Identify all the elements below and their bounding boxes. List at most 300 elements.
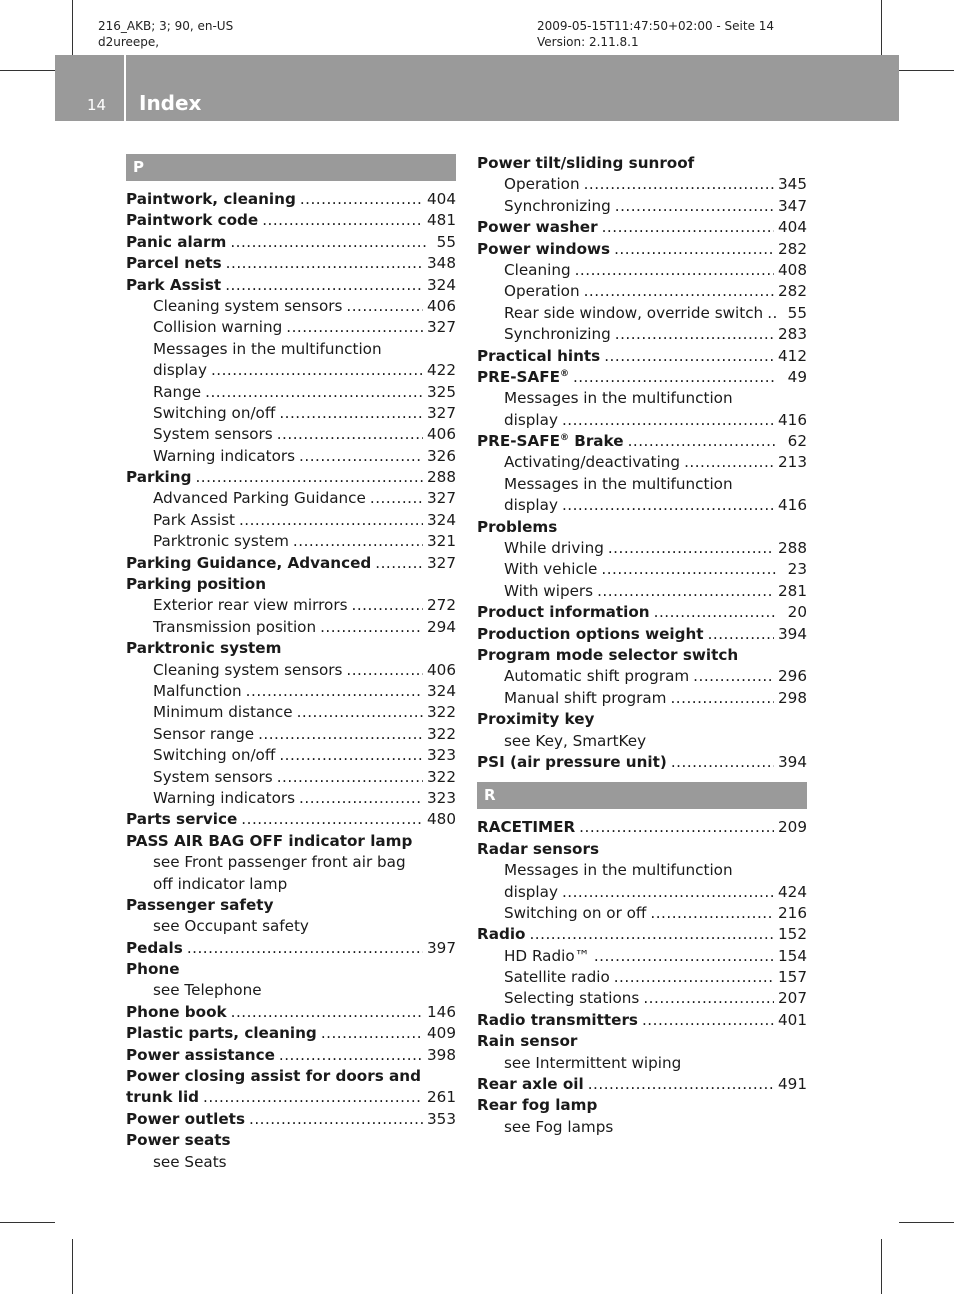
entry-label: Cleaning system sensors: [153, 660, 343, 679]
dot-leader: [604, 346, 774, 367]
index-column-right: [477, 153, 807, 1138]
entry-text: [477, 431, 624, 452]
dot-leader: [615, 324, 774, 345]
entry-label: Parcel nets: [126, 254, 222, 273]
entry-text: [153, 681, 242, 702]
dot-leader: [375, 553, 423, 574]
entry-text: [477, 367, 569, 388]
entry-label: HD Radio™: [504, 946, 590, 965]
entry-text: [126, 1045, 275, 1066]
index-subentry: [477, 988, 807, 1009]
dot-leader: [277, 767, 423, 788]
entry-label: PSI (air pressure unit): [477, 752, 667, 771]
entry-label: Cleaning: [504, 260, 571, 279]
entry-text: [126, 809, 237, 830]
print-meta-line: 216_AKB; 3; 90, en-US: [98, 19, 234, 33]
page-ref: 406: [427, 425, 456, 444]
entry-label: Radio transmitters: [477, 1010, 638, 1029]
entry-label: trunk lid: [126, 1088, 200, 1107]
index-subentry: [126, 788, 456, 809]
index-subentry: [126, 510, 456, 531]
entry-label: display: [504, 882, 558, 901]
dot-leader: [614, 967, 774, 988]
page-ref: 55: [436, 232, 456, 251]
header-divider: [124, 55, 126, 121]
index-subentry: [477, 303, 807, 324]
index-entry: [477, 1074, 807, 1095]
page-ref: 154: [778, 946, 807, 965]
page-ref: 406: [427, 660, 456, 679]
crop-mark: [881, 1239, 882, 1294]
crop-mark: [899, 1222, 954, 1223]
entry-text: [504, 967, 610, 988]
index-subentry: [126, 446, 456, 467]
index-subentry: [126, 339, 456, 360]
entry-text: [153, 702, 293, 723]
entry-text: [126, 1002, 227, 1023]
entry-label: Power tilt/sliding sunroof: [477, 154, 695, 172]
index-subentry: [477, 388, 807, 409]
page-ref: 272: [427, 596, 456, 615]
entry-label: Parking position: [126, 575, 267, 594]
entry-label: Selecting stations: [504, 989, 640, 1008]
entry-label: Cleaning system sensors: [153, 296, 343, 315]
entry-text: [504, 860, 733, 881]
entry-text: [477, 1074, 584, 1095]
page-title: Index: [139, 91, 202, 115]
index-subentry: [477, 1117, 807, 1138]
entry-label: Paintwork, cleaning: [126, 190, 296, 208]
entry-text: [504, 324, 611, 345]
page-ref: 325: [427, 382, 456, 401]
entry-text: [477, 239, 610, 260]
page-ref: 62: [787, 432, 807, 451]
page-ref: 327: [427, 489, 456, 508]
crop-mark: [881, 0, 882, 55]
dot-leader: [352, 595, 424, 616]
registered-mark: ®: [559, 368, 569, 379]
entry-label: Messages in the multifunction: [504, 474, 733, 493]
entry-text: [477, 817, 575, 838]
entry-text: [477, 217, 598, 238]
dot-leader: [608, 538, 774, 559]
entry-text: [477, 346, 600, 367]
index-entry: [477, 239, 807, 260]
dot-leader: [249, 1109, 423, 1130]
entry-text: [477, 752, 667, 773]
entry-label: Plastic parts, cleaning: [126, 1024, 317, 1043]
entry-label: Exterior rear view mirrors: [153, 596, 348, 615]
index-entry: [126, 1087, 456, 1108]
dot-leader: [299, 446, 423, 467]
crop-mark: [72, 1239, 73, 1294]
page-ref: 321: [427, 532, 456, 551]
entry-label: Parts service: [126, 810, 238, 829]
entry-text: [153, 745, 275, 766]
entry-label: Power assistance: [126, 1045, 275, 1064]
entry-text: [504, 1117, 613, 1138]
entry-text: [504, 474, 733, 495]
dot-leader: [231, 1002, 423, 1023]
index-entry: [477, 709, 807, 730]
index-entry: [477, 924, 807, 945]
index-subentry: [126, 360, 456, 381]
dot-leader: [529, 924, 774, 945]
entry-label: Park Assist: [153, 510, 235, 529]
index-subentry: [477, 281, 807, 302]
entry-label: Synchronizing: [504, 325, 611, 344]
dot-leader: [300, 189, 423, 210]
page-ref: 416: [778, 410, 807, 429]
entry-text: [153, 1152, 227, 1173]
index-entry: [126, 275, 456, 296]
index-section-header: P: [126, 154, 456, 181]
dot-leader: [239, 510, 423, 531]
entry-text: [126, 831, 412, 852]
index-subentry: [477, 967, 807, 988]
entry-label: Phone: [126, 960, 180, 979]
entry-label: Switching on/off: [153, 746, 276, 765]
page-ref: 152: [778, 925, 807, 944]
entry-text: [504, 281, 580, 302]
dot-leader: [187, 938, 423, 959]
entry-text: [504, 988, 639, 1009]
page-ref: 281: [778, 581, 807, 600]
dot-leader: [654, 602, 777, 623]
entry-text: [153, 510, 235, 531]
entry-label: Passenger safety: [126, 895, 274, 914]
dot-leader: [205, 382, 423, 403]
entry-text: [153, 617, 316, 638]
entry-text: [126, 574, 266, 595]
entry-label: Paintwork code: [126, 211, 259, 230]
entry-label: Radio: [477, 925, 526, 944]
page-ref: 416: [778, 496, 807, 515]
index-subentry: [126, 531, 456, 552]
entry-label: Automatic shift program: [504, 667, 690, 686]
index-subentry: [477, 196, 807, 217]
entry-text: [153, 916, 309, 937]
entry-label: Messages in the multifunction: [153, 339, 382, 358]
dot-leader: [602, 217, 774, 238]
entry-text: [126, 938, 183, 959]
dot-leader: [279, 403, 423, 424]
index-subentry: [126, 317, 456, 338]
entry-label: off indicator lamp: [153, 874, 288, 893]
page-ref: 424: [778, 882, 807, 901]
entry-text: [153, 339, 382, 360]
entry-label: display: [153, 361, 207, 380]
index-entry: [126, 1130, 456, 1151]
page-ref: 49: [787, 367, 807, 386]
dot-leader: [767, 303, 777, 324]
index-entry: [477, 367, 807, 388]
entry-label: Rear fog lamp: [477, 1096, 598, 1115]
entry-text: [153, 531, 289, 552]
entry-label: System sensors: [153, 425, 273, 444]
page-ref: 23: [787, 560, 807, 579]
dot-leader: [708, 624, 774, 645]
entry-label: see Telephone: [153, 981, 262, 1000]
index-subentry: [477, 474, 807, 495]
index-entry: [477, 217, 807, 238]
entry-text: [126, 1130, 231, 1151]
index-subentry: [126, 382, 456, 403]
entry-text: [504, 559, 597, 580]
page-ref: 408: [778, 260, 807, 279]
page-ref: 324: [427, 510, 456, 529]
entry-text: [126, 232, 226, 253]
index-entry: [477, 839, 807, 860]
index-subentry: [477, 688, 807, 709]
index-entry: [477, 1095, 807, 1116]
page-ref: 401: [778, 1010, 807, 1029]
index-entry: [126, 809, 456, 830]
entry-label: Operation: [504, 282, 580, 301]
index-subentry: [477, 538, 807, 559]
entry-label: Manual shift program: [504, 688, 667, 707]
entry-label: Rear axle oil: [477, 1075, 584, 1094]
entry-text: [126, 638, 281, 659]
dot-leader: [203, 1087, 423, 1108]
page-ref: 20: [787, 603, 807, 622]
page-ref: 347: [778, 196, 807, 215]
entry-label: Synchronizing: [504, 196, 611, 215]
index-subentry: [477, 452, 807, 473]
dot-leader: [615, 196, 774, 217]
index-subentry: [126, 916, 456, 937]
index-subentry: [126, 681, 456, 702]
dot-leader: [297, 702, 423, 723]
entry-text: [477, 1010, 638, 1031]
dot-leader: [588, 1074, 774, 1095]
page-ref: 283: [778, 325, 807, 344]
entry-label: Range: [153, 382, 202, 401]
entry-text: [153, 595, 348, 616]
entry-label: display: [504, 496, 558, 515]
page-ref: 404: [778, 218, 807, 237]
page-ref: 209: [778, 818, 807, 837]
entry-text: [153, 488, 366, 509]
entry-label: Park Assist: [126, 275, 222, 294]
entry-label: Pedals: [126, 938, 183, 957]
index-subentry: [126, 1152, 456, 1173]
entry-text: [126, 189, 296, 210]
index-subentry: [126, 745, 456, 766]
page-ref: 397: [427, 938, 456, 957]
index-entry: [126, 467, 456, 488]
entry-label: Parktronic system: [153, 532, 289, 551]
page-ref: 324: [427, 275, 456, 294]
index-entry: [126, 210, 456, 231]
dot-leader: [642, 1010, 774, 1031]
page-ref: 288: [778, 539, 807, 558]
entry-text: [153, 724, 254, 745]
entry-label: Advanced Parking Guidance: [153, 489, 366, 508]
page-ref: 348: [427, 254, 456, 273]
entry-text: [504, 538, 604, 559]
entry-label: Messages in the multifunction: [504, 861, 733, 880]
dot-leader: [286, 317, 423, 338]
dot-leader: [370, 488, 423, 509]
dot-leader: [562, 882, 774, 903]
entry-label: With wipers: [504, 581, 594, 600]
entry-text: [504, 946, 590, 967]
entry-label: Warning indicators: [153, 446, 296, 465]
entry-label: Power closing assist for doors and: [126, 1067, 421, 1086]
dot-leader: [321, 1023, 423, 1044]
entry-text: [126, 1087, 199, 1108]
index-entry: [477, 752, 807, 773]
dot-leader: [579, 817, 774, 838]
dot-leader: [299, 788, 423, 809]
index-subentry: [126, 767, 456, 788]
index-subentry: [477, 174, 807, 195]
entry-text: [153, 446, 295, 467]
entry-label: Rain sensor: [477, 1032, 578, 1051]
index-entry: [126, 232, 456, 253]
crop-mark: [72, 0, 73, 55]
entry-text: [153, 360, 207, 381]
entry-label: PRE-SAFE: [477, 432, 560, 451]
page-ref: 394: [778, 752, 807, 771]
page-ref: 323: [427, 788, 456, 807]
entry-text: [126, 1023, 317, 1044]
page-ref: 409: [427, 1024, 456, 1043]
entry-label: see Key, SmartKey: [504, 731, 647, 750]
index-entry: [126, 253, 456, 274]
entry-label-tail: Brake: [568, 432, 624, 451]
entry-text: [477, 645, 738, 666]
entry-text: [153, 317, 282, 338]
entry-label: Problems: [477, 517, 558, 536]
entry-text: [477, 1031, 577, 1052]
entry-label: Program mode selector switch: [477, 645, 739, 664]
index-entry: [126, 1002, 456, 1023]
index-entry: [477, 624, 807, 645]
page-ref: 146: [427, 1002, 456, 1021]
page-ref: 55: [787, 303, 807, 322]
entry-label: Minimum distance: [153, 703, 293, 722]
entry-text: [504, 731, 646, 752]
index-subentry: [477, 559, 807, 580]
entry-label: Rear side window, override switch: [504, 303, 764, 322]
dot-leader: [693, 666, 774, 687]
dot-leader: [346, 660, 423, 681]
index-entry: [477, 431, 807, 452]
page-ref: 412: [778, 346, 807, 365]
dot-leader: [211, 360, 423, 381]
index-entry: [477, 817, 807, 838]
page-ref: 322: [427, 767, 456, 786]
entry-text: [126, 253, 222, 274]
entry-text: [153, 767, 273, 788]
index-entry: [126, 553, 456, 574]
dot-leader: [279, 745, 423, 766]
dot-leader: [562, 495, 774, 516]
page-ref: 404: [427, 190, 456, 208]
entry-label: Phone book: [126, 1002, 227, 1021]
index-subentry: [126, 874, 456, 895]
entry-text: [477, 517, 557, 538]
entry-text: [126, 1109, 245, 1130]
entry-label: Power outlets: [126, 1109, 245, 1128]
entry-text: [504, 452, 680, 473]
page-ref: 327: [427, 403, 456, 422]
dot-leader: [246, 681, 423, 702]
entry-label: Activating/deactivating: [504, 453, 681, 472]
entry-text: [504, 688, 666, 709]
entry-text: [504, 882, 558, 903]
entry-label: Power seats: [126, 1131, 231, 1150]
page-ref: 398: [427, 1045, 456, 1064]
index-subentry: [126, 595, 456, 616]
entry-text: [153, 874, 287, 895]
entry-text: [126, 959, 180, 980]
entry-label: Parking: [126, 468, 192, 487]
print-meta-right: [537, 18, 774, 50]
entry-label: display: [504, 410, 558, 429]
dot-leader: [573, 367, 777, 388]
dot-leader: [650, 903, 774, 924]
dot-leader: [562, 410, 774, 431]
entry-label: Transmission position: [153, 617, 317, 636]
index-entry: [126, 895, 456, 916]
entry-text: [504, 196, 611, 217]
entry-text: [153, 788, 295, 809]
page-ref: 394: [778, 624, 807, 643]
page-ref: 298: [778, 688, 807, 707]
entry-label: Panic alarm: [126, 232, 227, 251]
index-subentry: [126, 724, 456, 745]
entry-label: see Fog lamps: [504, 1117, 614, 1136]
entry-label: Collision warning: [153, 318, 283, 337]
registered-mark: ®: [559, 433, 569, 444]
entry-label: Warning indicators: [153, 788, 296, 807]
entry-label: System sensors: [153, 767, 273, 786]
page-ref: 327: [427, 553, 456, 572]
entry-label: RACETIMER: [477, 818, 576, 837]
dot-leader: [597, 581, 774, 602]
page-ref: 157: [778, 968, 807, 987]
entry-text: [504, 903, 646, 924]
dot-leader: [594, 946, 774, 967]
entry-text: [153, 424, 273, 445]
entry-label: Parking Guidance, Advanced: [126, 553, 372, 572]
entry-text: [153, 296, 342, 317]
page-ref: 324: [427, 681, 456, 700]
entry-label: see Front passenger front air bag: [153, 853, 406, 872]
entry-text: [126, 275, 221, 296]
entry-label: While driving: [504, 539, 604, 558]
entry-label: Power windows: [477, 239, 611, 258]
index-subentry: [126, 296, 456, 317]
dot-leader: [670, 688, 774, 709]
page-ref: 422: [427, 361, 456, 380]
index-subentry: [477, 1053, 807, 1074]
page-ref: 480: [427, 810, 456, 829]
page-ref: 282: [778, 239, 807, 258]
page-ref: 207: [778, 989, 807, 1008]
entry-text: [504, 666, 689, 687]
entry-label: Messages in the multifunction: [504, 389, 733, 408]
index-entry: [126, 1023, 456, 1044]
entry-label: see Intermittent wiping: [504, 1053, 682, 1072]
index-entry: [126, 638, 456, 659]
entry-text: [477, 839, 599, 860]
print-meta-line: 2009-05-15T11:47:50+02:00 - Seite 14: [537, 19, 775, 33]
index-subentry: [477, 581, 807, 602]
